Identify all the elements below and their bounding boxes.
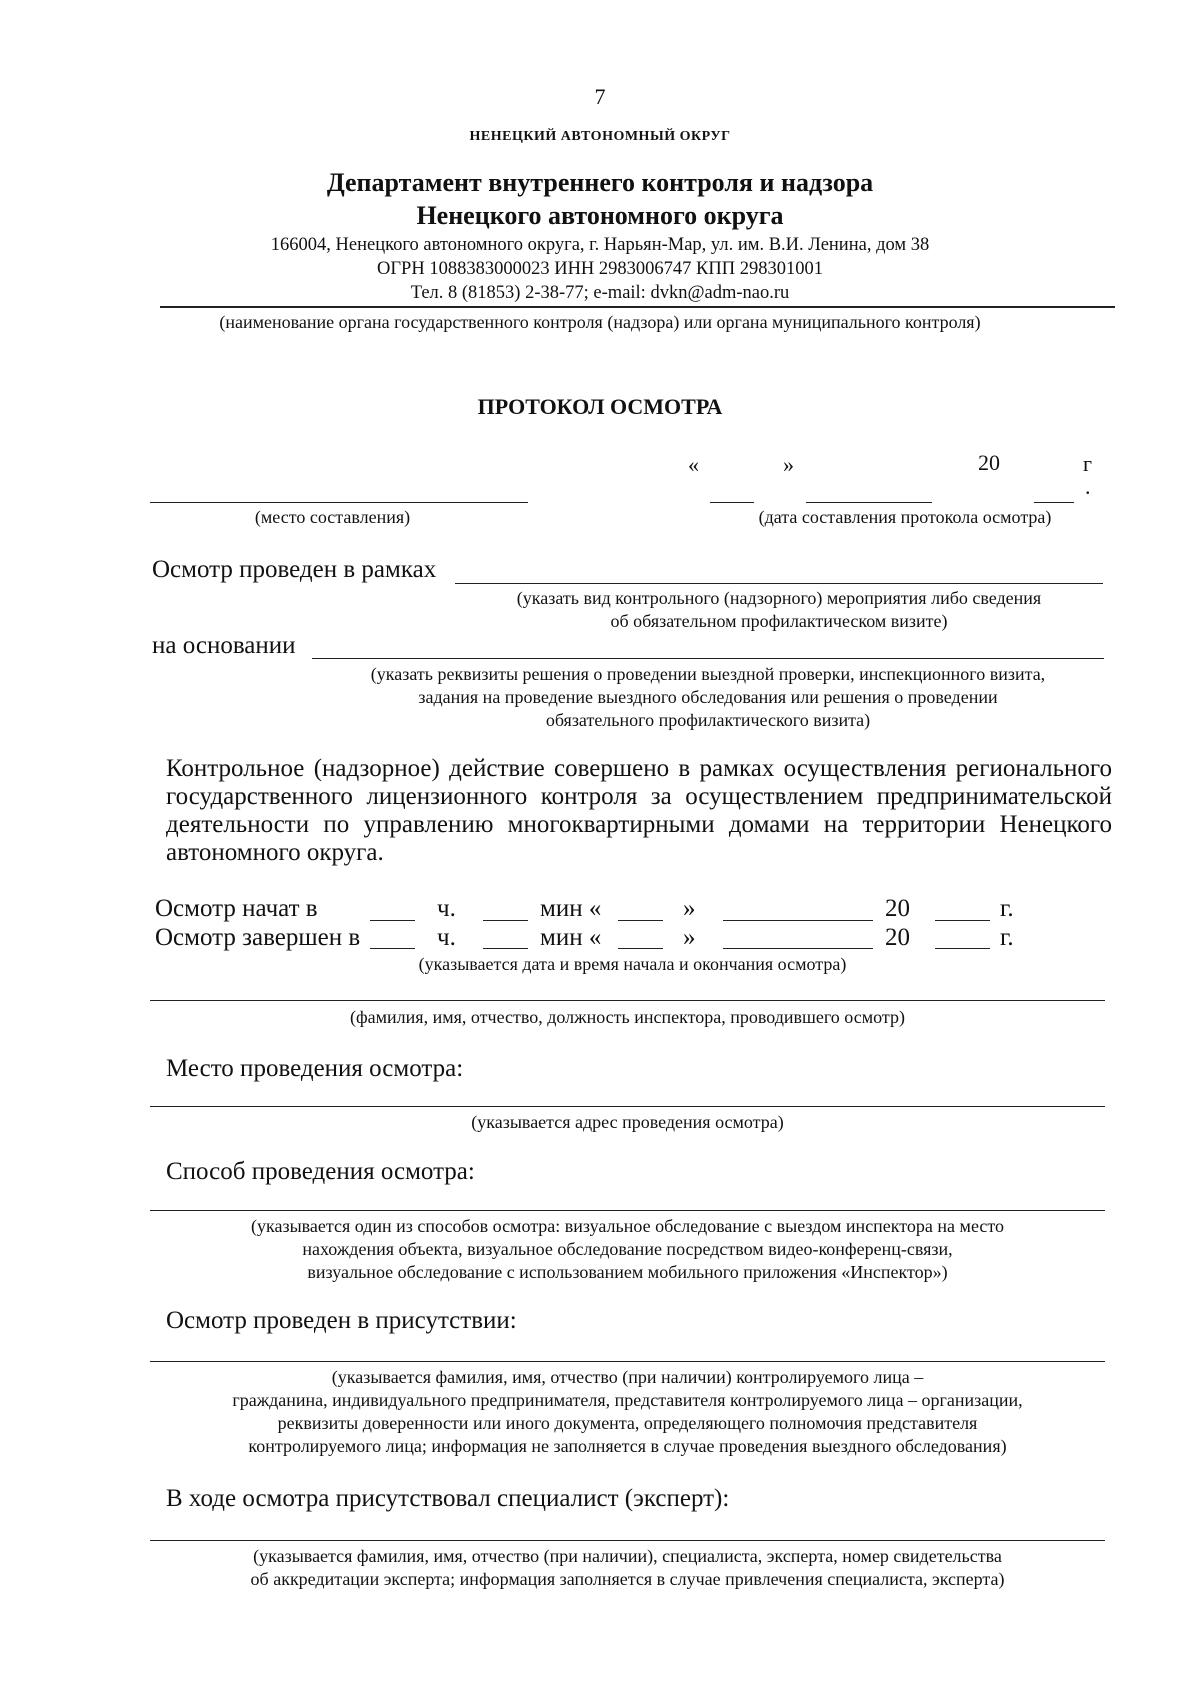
end-day-field[interactable] [618,948,663,949]
presence-caption-3: реквизиты доверенности или иного документа, определяющего полномочия представителя [277,1413,978,1433]
method-caption-2: нахождения объекта, визуальное обследование посредством видео-конференц-связи, [302,1239,953,1259]
expert-caption-2: об аккредитации эксперта; информация заполняется в случае привлечения специалиста, эксперта) [250,1569,1005,1589]
method-field[interactable] [150,1210,1105,1211]
end-label: Осмотр завершен в [155,924,361,951]
protocol-title: ПРОТОКОЛ ОСМОТРА [477,394,723,419]
header-divider [160,306,1115,308]
region-heading: НЕНЕЦКИЙ АВТОНОМНЫЙ ОКРУГ [469,129,731,144]
day-field[interactable] [710,502,754,503]
framework-caption-2: об обязательном профилактическом визите) [610,611,948,631]
date-quote-open: « [688,452,699,477]
presence-caption-4: контролируемого лица; информация не заполняется в случае проведения выездного обследования) [248,1436,1007,1456]
start-month-field[interactable] [723,920,873,921]
start-year-unit: г. [1000,895,1014,922]
end-quote-close: » [683,924,696,951]
presence-label: Осмотр проведен в присутствии: [166,1307,517,1334]
end-minutes-unit: мин « [540,924,602,951]
department-name-line1: Департамент внутреннего контроля и надзора [326,168,874,197]
inspector-field[interactable] [150,1000,1105,1001]
method-caption-1: (указывается один из способов осмотра: визуальное обследование с выездом инспектора на место [251,1216,1004,1236]
page-number: 7 [594,84,606,109]
presence-caption-2: гражданина, индивидуального предпринимателя, представителя контролируемого лица – организации, [232,1390,1023,1410]
end-minutes-field[interactable] [483,948,528,949]
end-month-field[interactable] [723,948,873,949]
basis-caption-2: задания на проведение выездного обследования или решения о проведении [418,687,998,707]
date-caption: (дата составления протокола осмотра) [758,507,1052,527]
expert-caption-1: (указывается фамилия, имя, отчество (при наличии), специалиста, эксперта, номер свидетельства [253,1546,1002,1566]
presence-field[interactable] [150,1361,1105,1362]
end-hours-unit: ч. [437,924,456,951]
expert-label: В ходе осмотра присутствовал специалист (эксперт): [166,1485,730,1512]
start-hours-unit: ч. [437,895,456,922]
department-ids: ОГРН 1088383000023 ИНН 2983006747 КПП 298301001 [377,259,823,279]
start-day-field[interactable] [618,920,663,921]
date-year-suffix: г [1083,451,1093,476]
expert-field[interactable] [150,1540,1105,1541]
date-dot: . [1085,474,1091,499]
end-century: 20 [885,924,910,951]
end-year-unit: г. [1000,924,1014,951]
location-label: Место проведения осмотра: [166,1055,464,1082]
location-caption: (указывается адрес проведения осмотра) [471,1112,784,1132]
month-field[interactable] [806,502,932,503]
start-century: 20 [885,895,910,922]
start-label: Осмотр начат в [155,895,318,922]
date-century: 20 [978,450,1000,475]
framework-field[interactable] [455,583,1103,584]
control-paragraph: Контрольное (надзорное) действие совершено в рамках осуществления регионального государственного лицензионного контроля за осуществлением предпринимательской деятельности по управлению многоквартирными домами на территории Ненецкого автономного округа. [166,755,1112,866]
presence-caption-1: (указывается фамилия, имя, отчество (при наличии) контролируемого лица – [331,1367,924,1387]
end-year-field[interactable] [935,948,990,949]
timing-caption: (указывается дата и время начала и окончания осмотра) [418,954,847,974]
department-name-line2: Ненецкого автономного округа [416,201,784,230]
department-address: 166004, Ненецкого автономного округа, г. Нарьян-Мар, ул. им. В.И. Ленина, дом 38 [270,235,930,255]
year-field[interactable] [1034,502,1074,503]
framework-caption-1: (указать вид контрольного (надзорного) мероприятия либо сведения [516,588,1042,608]
start-minutes-unit: мин « [540,895,602,922]
place-caption: (место составления) [254,507,411,527]
end-hours-field[interactable] [370,948,415,949]
org-caption: (наименование органа государственного контроля (надзора) или органа муниципального контроля) [219,312,981,332]
location-field[interactable] [150,1106,1105,1107]
start-year-field[interactable] [935,920,990,921]
department-contacts: Тел. 8 (81853) 2-38-77; e-mail: dvkn@adm-nao.ru [410,283,790,303]
framework-label: Осмотр проведен в рамках [152,556,437,583]
basis-label: на основании [152,632,296,659]
method-caption-3: визуальное обследование с использованием мобильного приложения «Инспектор») [307,1262,948,1282]
date-quote-close: » [783,452,794,477]
inspector-caption: (фамилия, имя, отчество, должность инспектора, проводившего осмотр) [350,1007,905,1027]
place-field[interactable] [150,502,528,503]
method-label: Способ проведения осмотра: [166,1158,475,1185]
start-minutes-field[interactable] [483,920,528,921]
basis-caption-1: (указать реквизиты решения о проведении выездной проверки, инспекционного визита, [370,664,1046,684]
basis-caption-3: обязательного профилактического визита) [545,710,871,730]
start-hours-field[interactable] [370,920,415,921]
basis-field[interactable] [312,658,1104,659]
start-quote-close: » [683,895,696,922]
